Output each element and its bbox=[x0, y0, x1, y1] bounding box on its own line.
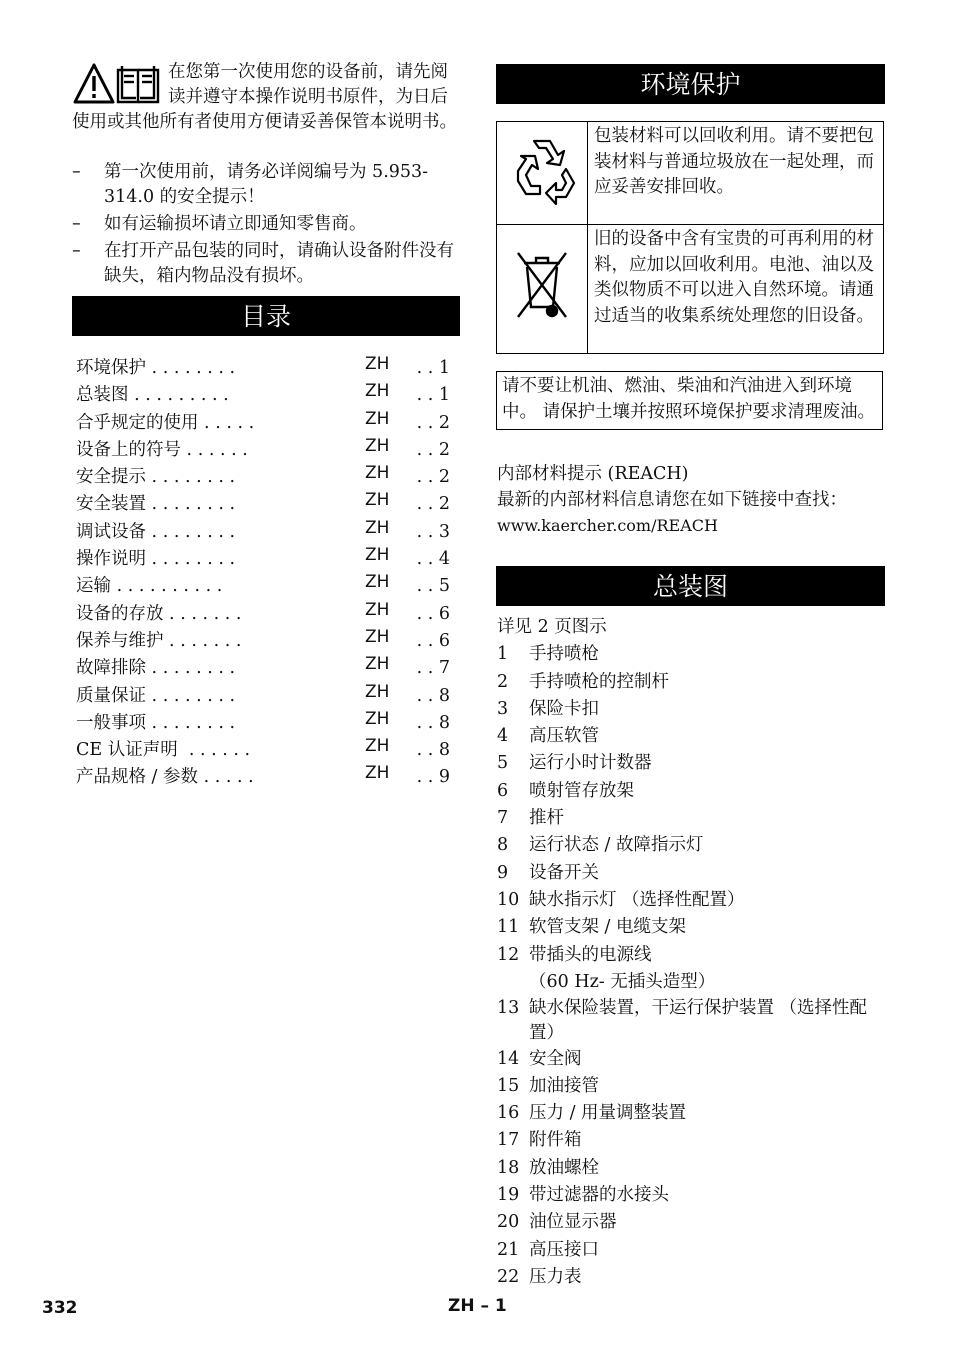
overview-title: 总装图 bbox=[496, 566, 885, 606]
toc-entry-title: 故障排除 . . . . . . . . bbox=[76, 658, 236, 679]
recycle-text: 包装材料可以回收利用。请不要把包装材料与普通垃圾放在一起处理，而应妥善安排回收。 bbox=[588, 122, 884, 225]
toc-entry-page: . . 2 bbox=[416, 439, 450, 460]
overview-parts-list bbox=[497, 614, 885, 1291]
list-item bbox=[497, 942, 885, 995]
toc-entry-title: 环境保护 . . . . . . . . bbox=[76, 358, 236, 378]
list-item bbox=[497, 914, 885, 941]
toc-entry-title: 安全装置 . . . . . . . . bbox=[76, 494, 236, 515]
item-subtext: （60 Hz- 无插头造型） bbox=[529, 971, 716, 992]
list-item bbox=[497, 1073, 885, 1100]
toc-entry-page: . . 2 bbox=[416, 467, 450, 488]
manual-book-icon bbox=[118, 66, 158, 102]
toc-entry-environment[interactable] bbox=[72, 355, 460, 382]
item-number: 12 bbox=[497, 944, 520, 965]
toc-entry-title: 调试设备 . . . . . . . . bbox=[76, 521, 236, 542]
toc-entry-title: 安全提示 . . . . . . . . bbox=[76, 467, 236, 488]
toc-entry-lang: ZH bbox=[365, 763, 390, 784]
reach-heading: 内部材料提示 (REACH) bbox=[497, 464, 689, 484]
page-number: 332 bbox=[42, 1298, 78, 1318]
toc-entry-page: . . 6 bbox=[416, 630, 450, 651]
toc-entry-page: . . 7 bbox=[416, 658, 450, 679]
toc-entry-title: 运输 . . . . . . . . . . bbox=[76, 576, 223, 597]
item-text: 压力表 bbox=[529, 1266, 582, 1287]
item-number: 2 bbox=[497, 671, 509, 692]
item-number: 13 bbox=[497, 997, 520, 1018]
toc-entry-title: 保养与维护 . . . . . . . bbox=[76, 630, 242, 651]
table-row bbox=[497, 225, 884, 354]
bullet-item bbox=[72, 160, 460, 210]
bullet-text: 如有运输损坏请立即通知零售商。 bbox=[104, 214, 367, 234]
item-text: 高压接口 bbox=[529, 1239, 599, 1260]
toc-entry-lang: ZH bbox=[365, 654, 390, 675]
crossed-bin-text: 旧的设备中含有宝贵的可再利用的材料，应加以回收利用。电池、油以及类似物质不可以进入自然环境。请通过适当的收集系统处理您的旧设备。 bbox=[588, 225, 884, 354]
item-text-block bbox=[529, 942, 885, 995]
item-number: 15 bbox=[497, 1075, 520, 1096]
item-text: 带插头的电源线 bbox=[529, 944, 652, 965]
toc-entry-transport[interactable] bbox=[72, 573, 460, 600]
item-text: 带过滤器的水接头 bbox=[529, 1185, 669, 1206]
bullet-dash: – bbox=[72, 162, 81, 182]
recycle-icon bbox=[504, 131, 580, 207]
toc-entry-lang: ZH bbox=[365, 517, 390, 538]
environment-table bbox=[496, 121, 884, 354]
item-number: 3 bbox=[497, 698, 509, 719]
list-item bbox=[497, 887, 885, 914]
item-text: 安全阀 bbox=[529, 1048, 582, 1069]
list-item bbox=[497, 669, 885, 696]
toc-entry-lang: ZH bbox=[365, 736, 390, 757]
toc-entry-title: 总装图 . . . . . . . . . bbox=[76, 385, 229, 406]
toc-entry-proper-use[interactable] bbox=[72, 410, 460, 437]
item-text: 运行状态 / 故障指示灯 bbox=[529, 835, 704, 856]
item-text: 缺水指示灯 （选择性配置） bbox=[529, 889, 745, 910]
toc-entry-lang: ZH bbox=[365, 463, 390, 484]
overview-intro: 详见 2 页图示 bbox=[497, 617, 607, 637]
item-number: 16 bbox=[497, 1103, 520, 1124]
toc-entry-title: 操作说明 . . . . . . . . bbox=[76, 549, 236, 570]
intro-icons bbox=[72, 62, 162, 108]
toc-entry-general[interactable] bbox=[72, 710, 460, 737]
toc-entry-title: 产品规格 / 参数 . . . . . bbox=[76, 767, 254, 788]
toc-entry-page: . . 3 bbox=[416, 521, 450, 542]
bullet-item bbox=[72, 239, 460, 289]
toc-entry-lang: ZH bbox=[365, 490, 390, 511]
item-number: 4 bbox=[497, 726, 509, 747]
bullet-dash: – bbox=[72, 241, 81, 261]
toc-entry-lang: ZH bbox=[365, 381, 390, 402]
item-text: 油位显示器 bbox=[529, 1212, 617, 1233]
toc-entry-page: . . 8 bbox=[416, 740, 450, 761]
reach-section bbox=[497, 462, 885, 539]
item-number: 18 bbox=[497, 1157, 520, 1178]
item-number: 19 bbox=[497, 1185, 520, 1206]
list-item bbox=[497, 995, 885, 1046]
toc-entry-page: . . 8 bbox=[416, 685, 450, 706]
item-number: 22 bbox=[497, 1266, 520, 1287]
item-text: 保险卡扣 bbox=[529, 698, 599, 719]
item-number: 1 bbox=[497, 644, 509, 665]
toc-entry-lang: ZH bbox=[365, 599, 390, 620]
list-item bbox=[497, 641, 885, 668]
toc-entry-specifications[interactable] bbox=[72, 764, 460, 791]
environment-title: 环境保护 bbox=[496, 64, 885, 104]
toc-entry-lang: ZH bbox=[365, 708, 390, 729]
list-item bbox=[497, 778, 885, 805]
item-text: 压力 / 用量调整装置 bbox=[529, 1103, 687, 1124]
toc-entry-page: . . 8 bbox=[416, 712, 450, 733]
item-number: 10 bbox=[497, 889, 520, 910]
list-item bbox=[497, 1100, 885, 1127]
toc-entry-title: 设备上的符号 . . . . . . bbox=[76, 439, 248, 460]
item-text: 放油螺栓 bbox=[529, 1157, 599, 1178]
list-item bbox=[497, 723, 885, 750]
toc-entry-overview[interactable] bbox=[72, 382, 460, 409]
toc-entry-lang: ZH bbox=[365, 408, 390, 429]
toc-entry-warranty[interactable] bbox=[72, 683, 460, 710]
item-text: 附件箱 bbox=[529, 1130, 582, 1151]
toc-entry-lang: ZH bbox=[365, 626, 390, 647]
crossed-bin-icon-cell bbox=[497, 225, 588, 354]
language-page-marker: ZH – 1 bbox=[448, 1296, 507, 1316]
item-text: 缺水保险装置，干运行保护装置 （选择性配置） bbox=[529, 997, 868, 1043]
item-number: 20 bbox=[497, 1212, 520, 1233]
item-text: 加油接管 bbox=[529, 1075, 599, 1096]
intro-paragraph bbox=[72, 60, 460, 135]
list-item bbox=[497, 750, 885, 777]
crossed-bin-icon bbox=[510, 245, 574, 325]
item-number: 5 bbox=[497, 753, 509, 774]
toc-entry-lang: ZH bbox=[365, 545, 390, 566]
toc-entry-title: 一般事项 . . . . . . . . bbox=[76, 712, 236, 733]
list-item bbox=[497, 1182, 885, 1209]
toc-entry-symbols[interactable] bbox=[72, 437, 460, 464]
table-row bbox=[497, 122, 884, 225]
toc-entry-title: 质量保证 . . . . . . . . bbox=[76, 685, 236, 706]
toc-entry-lang: ZH bbox=[365, 354, 390, 374]
bullet-text: 第一次使用前，请务必详阅编号为 5.953-314.0 的安全提示！ bbox=[104, 162, 429, 207]
item-text: 运行小时计数器 bbox=[529, 753, 652, 774]
list-item bbox=[497, 805, 885, 832]
bullet-text: 在打开产品包装的同时，请确认设备附件没有缺失，箱内物品没有损坏。 bbox=[104, 241, 454, 286]
toc-title: 目录 bbox=[72, 296, 460, 336]
toc-entry-page: . . 1 bbox=[416, 385, 450, 406]
item-number: 14 bbox=[497, 1048, 520, 1069]
toc-entry-title: CE 认证声明 . . . . . . bbox=[76, 740, 251, 761]
list-item bbox=[497, 1127, 885, 1154]
item-number: 7 bbox=[497, 808, 509, 829]
item-text: 高压软管 bbox=[529, 726, 599, 747]
toc-entry-lang: ZH bbox=[365, 435, 390, 456]
toc-entry-maintenance[interactable] bbox=[72, 628, 460, 655]
toc-entry-operation[interactable] bbox=[72, 546, 460, 573]
toc-entry-safety-notes[interactable] bbox=[72, 464, 460, 491]
intro-bullets bbox=[72, 160, 460, 291]
item-number: 9 bbox=[497, 862, 509, 883]
item-text: 手持喷枪 bbox=[529, 644, 599, 665]
toc-entry-lang: ZH bbox=[365, 681, 390, 702]
toc-entry-troubleshooting[interactable] bbox=[72, 655, 460, 682]
toc-entry-startup[interactable] bbox=[72, 519, 460, 546]
item-text: 喷射管存放架 bbox=[529, 780, 634, 801]
bullet-dash: – bbox=[72, 214, 81, 234]
toc-entry-lang: ZH bbox=[365, 572, 390, 593]
warning-triangle-icon bbox=[75, 65, 113, 102]
list-item bbox=[497, 1209, 885, 1236]
recycle-icon-cell bbox=[497, 122, 588, 225]
toc-entry-page: . . 9 bbox=[416, 767, 450, 788]
list-item bbox=[497, 1046, 885, 1073]
item-text: 推杆 bbox=[529, 808, 564, 829]
item-number: 11 bbox=[497, 917, 520, 938]
list-item bbox=[497, 1264, 885, 1291]
reach-link[interactable]: www.kaercher.com/REACH bbox=[497, 516, 718, 535]
item-text: 手持喷枪的控制杆 bbox=[529, 671, 669, 692]
table-of-contents bbox=[72, 355, 460, 792]
item-number: 8 bbox=[497, 835, 509, 856]
bullet-item bbox=[72, 212, 460, 237]
toc-entry-ce-declaration[interactable] bbox=[72, 737, 460, 764]
toc-entry-page: . . 4 bbox=[416, 549, 450, 570]
toc-entry-title: 合乎规定的使用 . . . . . bbox=[76, 412, 255, 433]
toc-entry-title: 设备的存放 . . . . . . . bbox=[76, 603, 242, 624]
toc-entry-page: . . 6 bbox=[416, 603, 450, 624]
toc-entry-safety-devices[interactable] bbox=[72, 491, 460, 518]
toc-entry-page: . . 2 bbox=[416, 494, 450, 515]
toc-entry-page: . . 1 bbox=[416, 358, 450, 378]
list-item bbox=[497, 696, 885, 723]
item-number: 21 bbox=[497, 1239, 520, 1260]
list-item bbox=[497, 832, 885, 859]
toc-entry-page: . . 2 bbox=[416, 412, 450, 433]
toc-entry-page: . . 5 bbox=[416, 576, 450, 597]
list-item bbox=[497, 860, 885, 887]
intro-text: 在您第一次使用您的设备前，请先阅读并遵守本操作说明书原件，为日后使用或其他所有者使用方便请妥善保管本说明书。 bbox=[72, 62, 457, 132]
reach-text: 最新的内部材料信息请您在如下链接中查找： bbox=[497, 489, 847, 510]
item-text: 软管支架 / 电缆支架 bbox=[529, 917, 687, 938]
list-item bbox=[497, 1155, 885, 1182]
item-text: 设备开关 bbox=[529, 862, 599, 883]
oil-notice: 请不要让机油、燃油、柴油和汽油进入到环境中。 请保护土壤并按照环境保护要求清理废油。 bbox=[496, 371, 883, 430]
item-number: 6 bbox=[497, 780, 509, 801]
toc-entry-storage[interactable] bbox=[72, 601, 460, 628]
item-number: 17 bbox=[497, 1130, 520, 1151]
list-item bbox=[497, 1237, 885, 1264]
